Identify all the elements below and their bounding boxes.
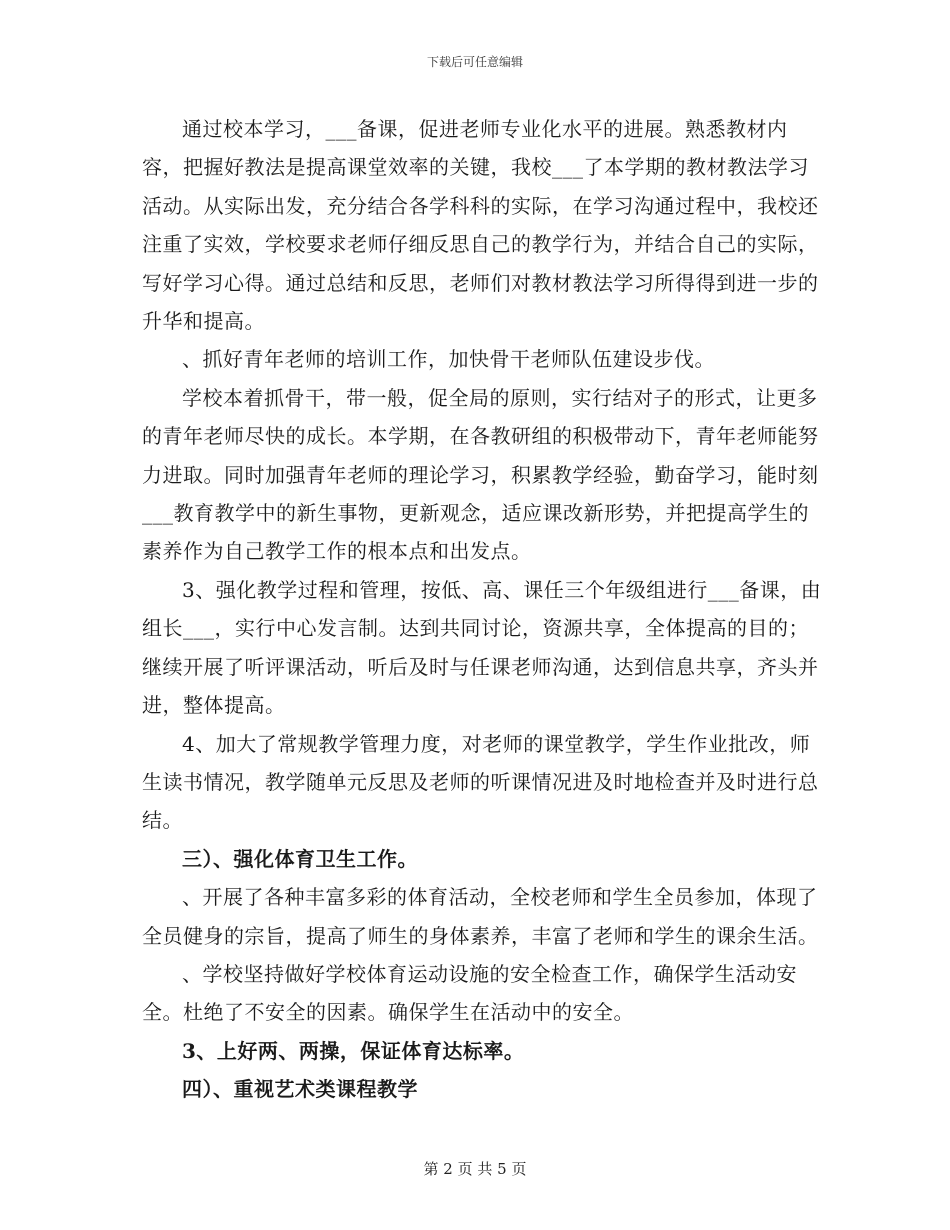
paragraph-teaching-process: 3、强化教学过程和管理，按低、高、课任三个年级组进行___备课，由组长___，实行中心发言制。达到共同讨论，资源共享，全体提高的目的；继续开展了听评课活动，听后及时与任课老师沟通，达到信息共享，齐头并进，整体提高。	[142, 577, 822, 718]
paragraph-textbook-study: 通过校本学习，___备课，促进老师专业化水平的进展。熟悉教材内容，把握好教法是提高课堂效率的关键，我校___了本学期的教材教法学习活动。从实际出发，充分结合各学科科的实际，在学习沟通过程中，我校还注重了实效，学校要求老师仔细反思自己的教学行为，并结合自己的实际，写好学习心得。通过总结和反思，老师们对教材教法学习所得得到进一步的升华和提高。	[142, 117, 819, 334]
section-heading-arts: 四）、重视艺术类课程教学	[182, 1077, 418, 1102]
document-body	[142, 110, 822, 1109]
paragraph-routine-management: 4、加大了常规教学管理力度，对老师的课堂教学，学生作业批改，师生读书情况，教学随单元反思及老师的听课情况进及时地检查并及时进行总结。	[142, 731, 819, 833]
page-header-note: 下载后可任意编辑	[426, 55, 523, 69]
page-number-footer: 第 2 页 共 5 页	[423, 1160, 527, 1178]
subheading-exercises: 3、上好两、两操，保证体育达标率。	[182, 1038, 525, 1063]
paragraph-sports-activities: 、开展了各种丰富多彩的体育活动，全校老师和学生全员参加，体现了全员健身的宗旨，提高了师生的身体素养，丰富了老师和学生的课余生活。	[142, 885, 819, 948]
paragraph-safety-checks: 、学校坚持做好学校体育运动设施的安全检查工作，确保学生活动安全。杜绝了不安全的因素。确保学生在活动中的安全。	[142, 961, 797, 1025]
section-heading-sports-health: 三）、强化体育卫生工作。	[182, 846, 418, 871]
paragraph-young-teacher-training: 学校本着抓骨干，带一般，促全局的原则，实行结对子的形式，让更多的青年老师尽快的成长。本学期，在各教研组的积极带动下，青年老师能努力进取。同时加强青年老师的理论学习，积累教学经验，勤奋学习，能时刻___教育教学中的新生事物，更新观念，适应课改新形势，并把提高学生的素养作为自己教学工作的根本点和出发点。	[142, 385, 819, 564]
paragraph-young-teacher-heading: 、抓好青年老师的培训工作，加快骨干老师队伍建设步伐。	[182, 347, 715, 372]
